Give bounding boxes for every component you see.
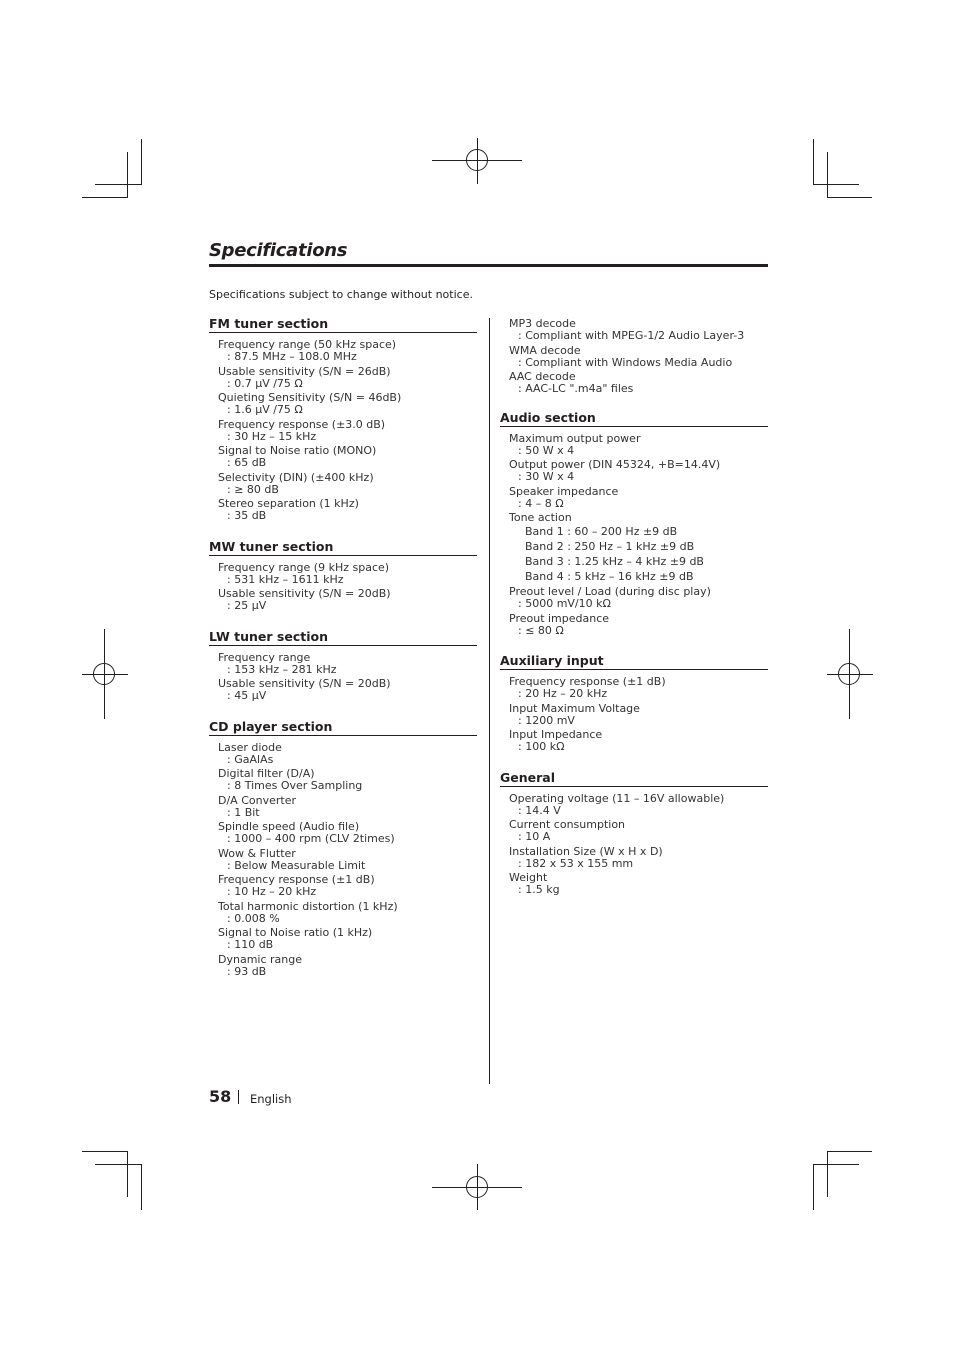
spec-label: WMA decode	[509, 343, 581, 357]
spec-label: Usable sensitivity (S/N = 26dB)	[218, 364, 391, 378]
footer-separator	[238, 1090, 239, 1104]
audio-section	[500, 410, 768, 638]
spec-item	[218, 365, 477, 391]
spec-item	[509, 370, 768, 396]
crop-mark	[813, 184, 859, 185]
spec-label: Frequency range (9 kHz space)	[218, 560, 390, 574]
decode-section	[500, 317, 768, 396]
spec-value: : 45 µV	[227, 689, 267, 702]
spec-label: Frequency response (±1 dB)	[218, 873, 375, 886]
section-title: MW tuner section	[209, 539, 477, 556]
spec-value: : 110 dB	[227, 938, 274, 951]
spec-item	[509, 511, 768, 584]
spec-item	[218, 338, 477, 364]
spec-value: : 0.008 %	[227, 911, 280, 925]
notice-text: Specifications subject to change without notice.	[209, 288, 473, 301]
title-rule	[209, 264, 768, 267]
spec-value: : Compliant with Windows Media Audio	[518, 355, 733, 369]
spec-label: Frequency range	[218, 650, 311, 664]
mw-tuner-section	[209, 539, 477, 613]
spec-value: : 4 – 8 Ω	[518, 496, 564, 510]
spec-value: : 8 Times Over Sampling	[227, 779, 363, 792]
spec-item	[509, 845, 768, 871]
crop-mark	[813, 1164, 859, 1165]
spec-label: Frequency range (50 kHz space)	[218, 338, 397, 351]
spec-label: Speaker impedance	[509, 484, 619, 498]
spec-label: Weight	[509, 871, 548, 884]
tone-band: Band 2 : 250 Hz – 1 kHz ±9 dB	[525, 540, 695, 553]
spec-label: Total harmonic distortion (1 kHz)	[218, 899, 398, 913]
spec-label: Signal to Noise ratio (MONO)	[218, 444, 377, 457]
spec-value: : 93 dB	[227, 964, 267, 978]
section-title: CD player section	[209, 719, 477, 736]
section-title: Audio section	[500, 410, 768, 427]
spec-label: MP3 decode	[509, 317, 576, 330]
spec-label: Dynamic range	[218, 952, 302, 966]
spec-label: Preout level / Load (during disc play)	[509, 585, 711, 598]
spec-value: : 153 kHz – 281 kHz	[227, 662, 337, 676]
spec-value: : 531 kHz – 1611 kHz	[227, 572, 344, 586]
spec-label: Usable sensitivity (S/N = 20dB)	[218, 587, 391, 600]
spec-label: Operating voltage (11 – 16V allowable)	[509, 791, 725, 805]
spec-item	[218, 741, 477, 767]
spec-value: : 30 Hz – 15 kHz	[227, 429, 317, 443]
spec-label: Frequency response (±3.0 dB)	[218, 417, 386, 431]
crop-mark	[827, 1151, 828, 1197]
spec-label: Input Maximum Voltage	[509, 701, 640, 715]
spec-item	[509, 818, 768, 844]
crop-mark	[95, 184, 141, 185]
spec-value: : 1.6 µV /75 Ω	[227, 403, 303, 416]
column-divider	[489, 318, 490, 1084]
spec-value: : 50 W x 4	[518, 443, 575, 457]
spec-item	[218, 847, 477, 873]
crop-mark	[813, 1164, 814, 1210]
spec-label: Frequency response (±1 dB)	[509, 675, 666, 688]
section-title: FM tuner section	[209, 316, 477, 333]
section-title: General	[500, 770, 768, 787]
spec-item	[218, 820, 477, 846]
spec-value: : 87.5 MHz – 108.0 MHz	[227, 350, 357, 363]
spec-label: Current consumption	[509, 818, 626, 831]
page-title: Specifications	[209, 240, 348, 261]
spec-label: Digital filter (D/A)	[218, 767, 315, 780]
registration-circle	[838, 663, 860, 685]
spec-item	[218, 418, 477, 444]
spec-item	[509, 728, 768, 754]
spec-label: Installation Size (W x H x D)	[509, 844, 663, 858]
spec-value: : 20 Hz – 20 kHz	[518, 687, 608, 700]
registration-circle	[466, 149, 488, 171]
spec-item	[218, 561, 477, 587]
spec-item	[218, 444, 477, 470]
spec-value: : ≥ 80 dB	[227, 482, 279, 496]
registration-circle	[466, 1176, 488, 1198]
right-column	[500, 316, 768, 913]
spec-item	[218, 767, 477, 793]
spec-value: : 10 Hz – 20 kHz	[227, 885, 317, 898]
spec-value: : 182 x 53 x 155 mm	[518, 856, 634, 870]
spec-value: : 10 A	[518, 830, 551, 843]
spec-value: : 35 dB	[227, 509, 267, 522]
language-label: English	[250, 1092, 292, 1106]
crop-mark	[813, 139, 814, 185]
spec-item	[218, 677, 477, 703]
spec-label: Input Impedance	[509, 728, 603, 741]
spec-value: : 1 Bit	[227, 805, 260, 819]
spec-item	[509, 871, 768, 897]
spec-item	[218, 391, 477, 417]
crop-mark	[141, 139, 142, 185]
crop-mark	[82, 197, 128, 198]
spec-label: Output power (DIN 45324, +B=14.4V)	[509, 458, 721, 471]
crop-mark	[82, 1151, 128, 1152]
spec-label: Wow & Flutter	[218, 846, 296, 860]
spec-item	[218, 953, 477, 979]
spec-value: : 30 W x 4	[518, 470, 575, 483]
spec-value: : GaAlAs	[227, 752, 274, 766]
spec-item	[218, 651, 477, 677]
left-column	[209, 316, 477, 994]
spec-value: : 1000 – 400 rpm (CLV 2times)	[227, 832, 395, 845]
lw-tuner-section	[209, 629, 477, 703]
fm-tuner-section	[209, 316, 477, 523]
spec-item	[509, 458, 768, 484]
spec-label: Selectivity (DIN) (±400 kHz)	[218, 470, 374, 484]
tone-band: Band 3 : 1.25 kHz – 4 kHz ±9 dB	[525, 555, 704, 568]
spec-item	[218, 471, 477, 497]
spec-label: AAC decode	[509, 370, 576, 383]
spec-item	[509, 344, 768, 370]
tone-band: Band 4 : 5 kHz – 16 kHz ±9 dB	[525, 570, 694, 583]
auxiliary-input-section	[500, 653, 768, 754]
spec-value: : 5000 mV/10 kΩ	[518, 597, 611, 610]
spec-value: : 1200 mV	[518, 713, 575, 727]
spec-value: : 65 dB	[227, 456, 267, 469]
section-title: LW tuner section	[209, 629, 477, 646]
tone-band: Band 1 : 60 – 200 Hz ±9 dB	[525, 525, 678, 538]
spec-item	[218, 900, 477, 926]
spec-item	[218, 497, 477, 523]
spec-value: : Compliant with MPEG-1/2 Audio Layer-3	[518, 329, 745, 342]
spec-label: Maximum output power	[509, 431, 641, 445]
registration-circle	[93, 663, 115, 685]
spec-value: : 1.5 kg	[518, 883, 560, 896]
spec-label: Tone action	[509, 511, 572, 524]
crop-mark	[141, 1164, 142, 1210]
spec-item	[218, 873, 477, 899]
spec-item	[509, 675, 768, 701]
spec-item	[509, 317, 768, 343]
spec-item	[509, 612, 768, 638]
spec-value: : 14.4 V	[518, 803, 561, 817]
spec-item	[509, 432, 768, 458]
spec-item	[509, 792, 768, 818]
crop-mark	[127, 152, 128, 198]
section-title: Auxiliary input	[500, 653, 768, 670]
spec-label: Signal to Noise ratio (1 kHz)	[218, 926, 373, 939]
spec-label: Quieting Sensitivity (S/N = 46dB)	[218, 391, 402, 404]
spec-item	[509, 585, 768, 611]
spec-item	[509, 702, 768, 728]
spec-label: D/A Converter	[218, 793, 296, 807]
cd-player-section	[209, 719, 477, 979]
crop-mark	[827, 152, 828, 198]
spec-value: : ≤ 80 Ω	[518, 623, 564, 637]
spec-item	[218, 926, 477, 952]
spec-label: Preout impedance	[509, 611, 610, 625]
page-number: 58	[209, 1087, 232, 1106]
spec-value: : Below Measurable Limit	[227, 858, 366, 872]
spec-value: : 25 µV	[227, 599, 267, 612]
spec-label: Stereo separation (1 kHz)	[218, 497, 359, 510]
spec-value: : 0.7 µV /75 Ω	[227, 376, 303, 390]
spec-item	[509, 485, 768, 511]
spec-item	[218, 794, 477, 820]
spec-label: Spindle speed (Audio file)	[218, 820, 360, 833]
spec-value: : 100 kΩ	[518, 740, 565, 753]
general-section	[500, 770, 768, 897]
crop-mark	[127, 1151, 128, 1197]
crop-mark	[827, 1151, 872, 1152]
spec-value: : AAC-LC ".m4a" files	[518, 382, 634, 395]
spec-label: Usable sensitivity (S/N = 20dB)	[218, 677, 391, 690]
crop-mark	[95, 1164, 141, 1165]
crop-mark	[827, 197, 872, 198]
spec-label: Laser diode	[218, 740, 282, 754]
spec-item	[218, 587, 477, 613]
